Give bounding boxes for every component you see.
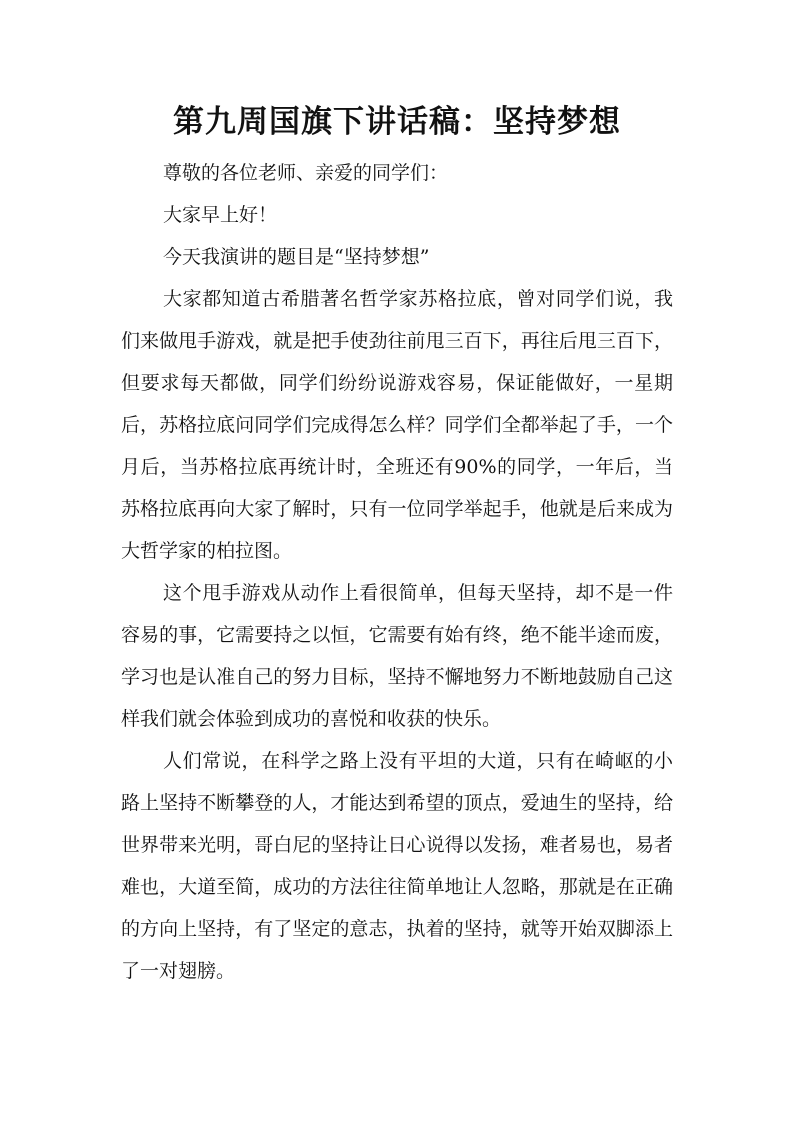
- socrates-story-paragraph: 大家都知道古希腊著名哲学家苏格拉底，曾对同学们说，我们来做甩手游戏，就是把手使劲往前甩三百下，再往后甩三百下，但要求每天都做，同学们纷纷说游戏容易，保证能做好，一星期后，苏格拉底问同学们完成得怎么样？同学们全都举起了手，一个月后，当苏格拉底再统计时，全班还有90%的同学，一年后，当苏格拉底再向大家了解时，只有一位同学举起手，他就是后来成为大哲学家的柏拉图。: [121, 288, 673, 562]
- science-road-paragraph: 人们常说，在科学之路上没有平坦的大道，只有在崎岖的小路上坚持不断攀登的人，才能达到希望的顶点，爱迪生的坚持，给世界带来光明，哥白尼的坚持让日心说得以发扬，难者易也，易者难也，大道至简，成功的方法往往简单地让人忽略，那就是在正确的方向上坚持，有了坚定的意志，执着的坚持，就等开始双脚添上了一对翅膀。: [121, 750, 673, 982]
- greeting-paragraph: 尊敬的各位老师、亲爱的同学们：: [163, 162, 449, 184]
- speech-body: [121, 152, 673, 992]
- morning-greeting-paragraph: 大家早上好！: [163, 204, 278, 226]
- persistence-paragraph: 这个甩手游戏从动作上看很简单，但每天坚持，却不是一件容易的事，它需要持之以恒，它需要有始有终，绝不能半途而废，学习也是认准自己的努力目标，坚持不懈地努力不断地鼓励自己这样我们就会体验到成功的喜悦和收获的快乐。: [121, 582, 673, 730]
- topic-paragraph: 今天我演讲的题目是“坚持梦想”: [163, 246, 430, 268]
- page-title: 第九周国旗下讲话稿：坚持梦想: [173, 104, 621, 140]
